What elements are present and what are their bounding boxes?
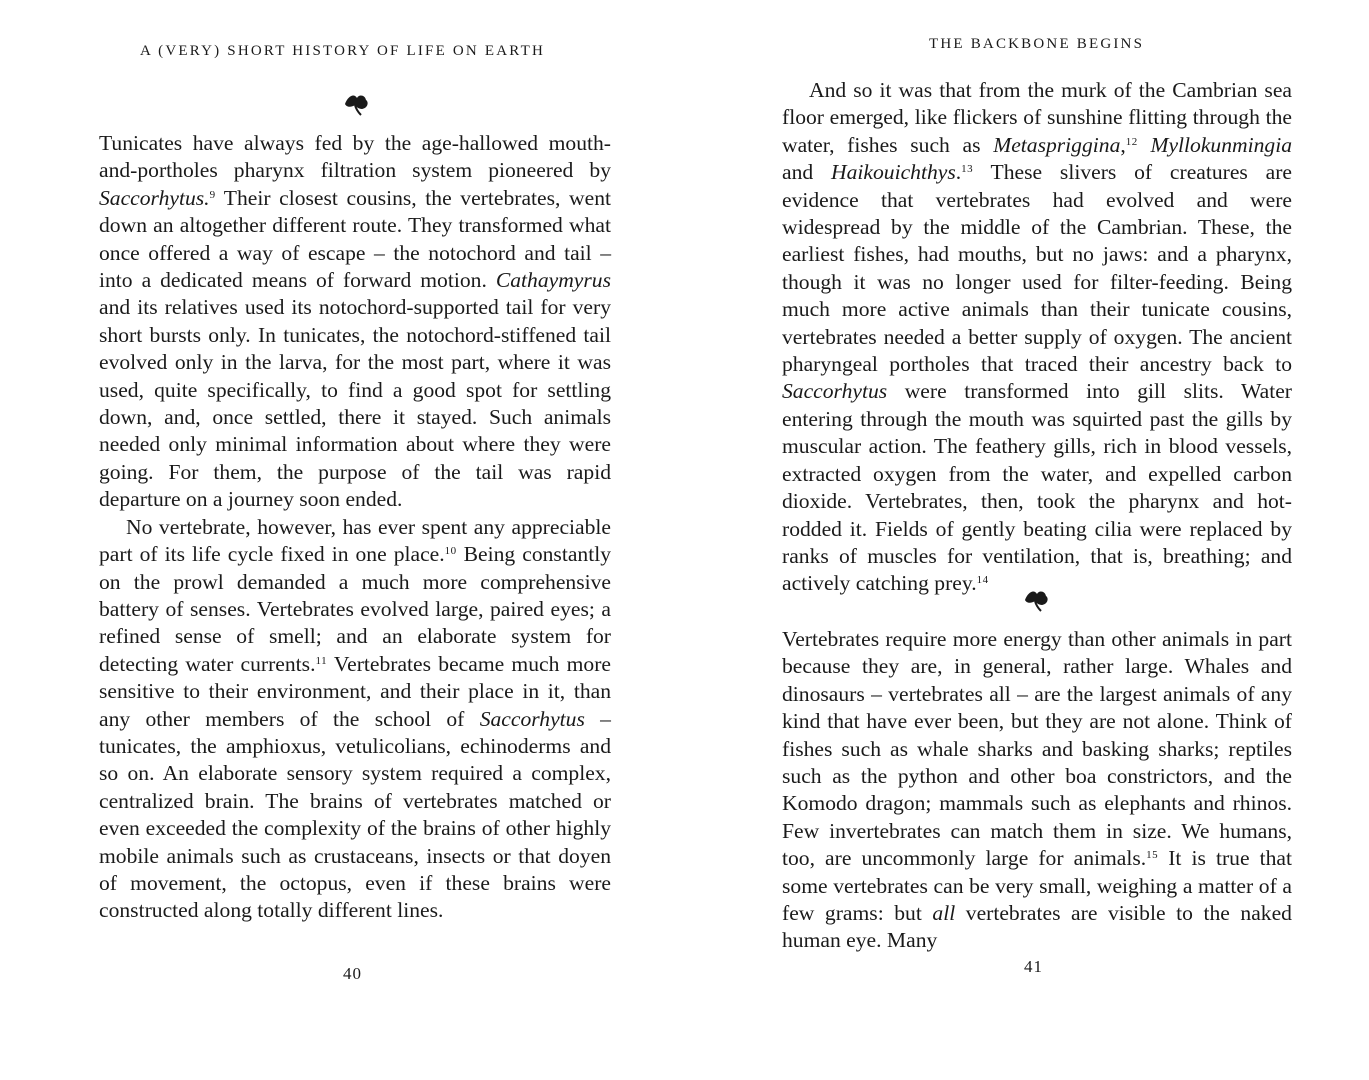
text-run: No vertebrate, however, has ever spent any appreciable part of its life cycle fixed in one place. xyxy=(99,514,611,567)
text-run: and its relatives used its notochord-supported tail for very short bursts only. In tunicates, the notochord-stiffened tail evolved only in the larva, for the most part, where it was used, quite specifically, to find a good spot for settling down, and, once settled, there it stayed. Such animals needed only minimal information about where they were going. For them, the purpose of the tail was rapid departure on a journey soon ended. xyxy=(99,295,611,512)
text-run: Their closest cousins, the vertebrates, went down an altogether different route. They transformed what once offered a way of escape – the notochord and tail – into a dedicated means of forward motion. xyxy=(99,185,611,293)
fleuron-icon xyxy=(342,90,370,116)
text-run: Tunicates have always fed by the age-hallowed mouth-and-portholes pharynx filtration system pioneered by xyxy=(99,131,611,183)
italic-term: Saccorhytus xyxy=(782,379,888,404)
italic-term: . xyxy=(204,185,210,210)
italic-term: Saccorhytus xyxy=(99,185,205,210)
running-head-left: A (VERY) SHORT HISTORY OF LIFE ON EARTH xyxy=(140,43,545,59)
text-run: Vertebrates require more energy than other animals in part because they are, in general, rather large. Whales and dinosaurs – vertebrates all – are the largest animals of any kind that have ever been, but they are not alone. Think of fishes such as whale sharks and basking sharks; reptiles such as the python and other boa constrictors, and the Komodo dragon; mammals such as elephants and rhinos. Few invertebrates can match them in size. We humans, too, are uncommonly large for animals. xyxy=(782,627,1292,871)
paragraph xyxy=(782,626,1292,955)
text-run: were transformed into gill slits. Water entering through the mouth was squirted past the gills by muscular action. The feathery gills, rich in blood vessels, extracted oxygen from the water, and expelled carbon dioxide. Vertebrates, then, took the pharynx and hot-rodded it. Fields of gently beating cilia were replaced by ranks of muscles for ventilation, that is, breathing; and actively catching prey. xyxy=(782,379,1292,596)
italic-term: Myllokunmingia xyxy=(1150,132,1293,157)
paragraph xyxy=(99,514,611,925)
footnote-ref: 10 xyxy=(444,545,457,558)
left-page xyxy=(0,0,684,1080)
text-run xyxy=(1138,133,1151,157)
text-run: Vertebrates became much more sensitive to their environment, and their place in it, than any other members of the school of xyxy=(99,651,611,731)
right-page xyxy=(684,0,1369,1080)
footnote-ref: 12 xyxy=(1125,135,1138,148)
footnote-ref: 13 xyxy=(961,163,974,176)
paragraph xyxy=(99,130,611,514)
fleuron-icon xyxy=(1022,586,1050,612)
italic-term: all xyxy=(932,901,956,926)
page-number-left: 40 xyxy=(343,964,362,983)
footnote-ref: 14 xyxy=(976,574,989,587)
text-run: – tunicates, the amphioxus, vetulicolians, echinoderms and so on. An elaborate sensory system required a complex, centralized brain. The brains of vertebrates matched or even exceeded the complexity of the brains of other highly mobile animals such as crustaceans, insects or that doyen of movement, the octopus, even if these brains were constructed along totally different lines. xyxy=(99,706,611,923)
footnote-ref: 11 xyxy=(315,654,328,667)
text-run: . xyxy=(955,160,962,185)
text-run: Being constantly on the prowl demanded a much more comprehensive battery of senses. Vertebrates evolved large, paired eyes; a refined sense of smell; and an elaborate system for detecting water currents. xyxy=(99,542,611,676)
paragraph xyxy=(782,77,1292,598)
right-page-body-section-1 xyxy=(782,77,1292,598)
italic-term: Metaspriggina xyxy=(993,132,1121,157)
text-run: and xyxy=(782,160,831,185)
left-page-body xyxy=(99,130,611,925)
text-run: And so it was that from the murk of the Cambrian sea floor emerged, like flickers of sunshine flitting through the water, fishes such as xyxy=(782,78,1292,157)
footnote-ref: 15 xyxy=(1146,849,1159,862)
italic-term: Haikouichthys xyxy=(831,160,956,185)
footnote-ref: 9 xyxy=(209,188,216,201)
italic-term: Cathaymyrus xyxy=(495,268,611,293)
page-number-right: 41 xyxy=(1024,957,1043,976)
running-head-right: THE BACKBONE BEGINS xyxy=(929,36,1145,52)
right-page-body-section-2 xyxy=(782,626,1292,955)
text-run: , xyxy=(1120,132,1126,157)
text-run: It is true that some vertebrates can be very small, weighing a matter of a few grams: but xyxy=(782,846,1292,926)
text-run: vertebrates are visible to the naked human eye. Many xyxy=(782,901,1292,953)
italic-term: Saccorhytus xyxy=(479,706,585,731)
text-run: These slivers of creatures are evidence that vertebrates had evolved and were widespread by the middle of the Cambrian. These, the earliest fishes, had mouths, but no jaws: and a pharynx, though it was no longer used for filter-feeding. Being much more active animals than their tunicate cousins, vertebrates needed a better supply of oxygen. The ancient pharyngeal portholes that traced their ancestry back to xyxy=(782,160,1293,377)
